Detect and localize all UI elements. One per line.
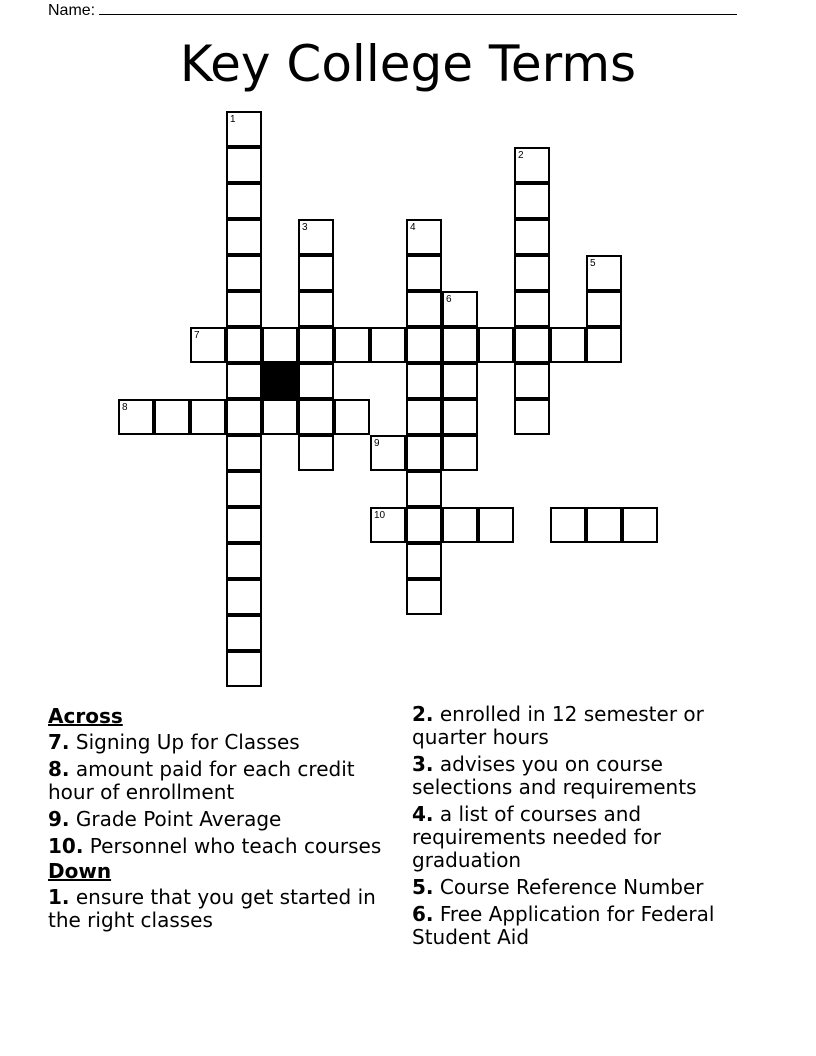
- grid-cell[interactable]: [442, 363, 478, 399]
- grid-cell[interactable]: [406, 543, 442, 579]
- grid-cell[interactable]: [298, 219, 334, 255]
- grid-cell[interactable]: [514, 147, 550, 183]
- grid-cell[interactable]: [406, 435, 442, 471]
- grid-cell[interactable]: [406, 291, 442, 327]
- grid-cell[interactable]: [406, 363, 442, 399]
- across-heading: Across: [48, 704, 123, 728]
- grid-cell[interactable]: [370, 327, 406, 363]
- grid-cell[interactable]: [226, 615, 262, 651]
- grid-cell[interactable]: [514, 291, 550, 327]
- grid-cell[interactable]: [226, 507, 262, 543]
- grid-cell[interactable]: [442, 435, 478, 471]
- grid-cell[interactable]: [226, 327, 262, 363]
- grid-cell[interactable]: [514, 183, 550, 219]
- clue-down-5: 5. Course Reference Number: [412, 875, 704, 899]
- grid-cell[interactable]: [550, 327, 586, 363]
- grid-cell[interactable]: [406, 255, 442, 291]
- grid-cell[interactable]: [514, 219, 550, 255]
- grid-cell[interactable]: [226, 471, 262, 507]
- clue-across-10: 10. Personnel who teach courses: [48, 834, 382, 858]
- grid-cell[interactable]: [226, 291, 262, 327]
- grid-cell[interactable]: [190, 399, 226, 435]
- grid-cell[interactable]: [226, 363, 262, 399]
- clue-number: 7: [194, 330, 200, 341]
- black-cell: [262, 363, 298, 399]
- grid-cell[interactable]: [262, 399, 298, 435]
- grid-cell[interactable]: [298, 255, 334, 291]
- grid-cell[interactable]: [262, 327, 298, 363]
- grid-cell[interactable]: [226, 219, 262, 255]
- grid-cell[interactable]: [586, 255, 622, 291]
- grid-cell[interactable]: [442, 291, 478, 327]
- grid-cell[interactable]: [298, 399, 334, 435]
- clue-down-4: 4. a list of courses and requirements needed for graduation: [412, 802, 662, 872]
- name-label: Name:: [48, 2, 96, 19]
- grid-cell[interactable]: [298, 435, 334, 471]
- grid-cell[interactable]: [226, 543, 262, 579]
- grid-cell[interactable]: [586, 507, 622, 543]
- grid-cell[interactable]: [586, 327, 622, 363]
- grid-cell[interactable]: [226, 255, 262, 291]
- grid-cell[interactable]: [154, 399, 190, 435]
- clue-down-2: 2. enrolled in 12 semester or quarter hours: [412, 702, 704, 749]
- clue-across-7: 7. Signing Up for Classes: [48, 730, 300, 754]
- clue-across-8: 8. amount paid for each credit hour of enrollment: [48, 757, 355, 804]
- grid-cell[interactable]: [370, 507, 406, 543]
- grid-cell[interactable]: [226, 111, 262, 147]
- grid-cell[interactable]: [226, 651, 262, 687]
- grid-cell[interactable]: [298, 291, 334, 327]
- grid-cell[interactable]: [298, 363, 334, 399]
- clue-number: 3: [302, 222, 308, 233]
- grid-cell[interactable]: [514, 363, 550, 399]
- grid-cell[interactable]: [406, 219, 442, 255]
- grid-cell[interactable]: [226, 147, 262, 183]
- grid-cell[interactable]: [586, 291, 622, 327]
- grid-cell[interactable]: [406, 327, 442, 363]
- clue-number: 9: [374, 438, 380, 449]
- grid-cell[interactable]: [406, 399, 442, 435]
- grid-cell[interactable]: [514, 327, 550, 363]
- grid-cell[interactable]: [190, 327, 226, 363]
- clue-number: 4: [410, 222, 416, 233]
- clue-down-3: 3. advises you on course selections and requirements: [412, 752, 697, 799]
- grid-cell[interactable]: [226, 579, 262, 615]
- grid-cell[interactable]: [298, 327, 334, 363]
- grid-cell[interactable]: [334, 327, 370, 363]
- grid-cell[interactable]: [334, 399, 370, 435]
- grid-cell[interactable]: [442, 507, 478, 543]
- grid-cell[interactable]: [406, 507, 442, 543]
- clue-down-6: 6. Free Application for Federal Student Aid: [412, 902, 715, 949]
- grid-cell[interactable]: [226, 435, 262, 471]
- clue-number: 1: [230, 114, 236, 125]
- grid-cell[interactable]: [370, 435, 406, 471]
- grid-cell[interactable]: [442, 327, 478, 363]
- grid-cell[interactable]: [226, 183, 262, 219]
- down-heading: Down: [48, 859, 112, 883]
- clue-number: 10: [374, 510, 386, 521]
- clue-down-1: 1. ensure that you get started in the right classes: [48, 885, 376, 932]
- clues-column-left: [48, 703, 398, 932]
- clue-number: 6: [446, 294, 452, 305]
- grid-cell[interactable]: [406, 579, 442, 615]
- grid-cell[interactable]: [442, 399, 478, 435]
- clue-number: 2: [518, 150, 524, 161]
- clue-number: 8: [122, 402, 128, 413]
- clue-across-9: 9. Grade Point Average: [48, 807, 282, 831]
- grid-cell[interactable]: [406, 471, 442, 507]
- grid-cell[interactable]: [118, 399, 154, 435]
- grid-cell[interactable]: [550, 507, 586, 543]
- grid-cell[interactable]: [622, 507, 658, 543]
- grid-cell[interactable]: [478, 507, 514, 543]
- grid-cell[interactable]: [514, 399, 550, 435]
- clues-column-right: [412, 703, 752, 949]
- grid-cell[interactable]: [226, 399, 262, 435]
- grid-cell[interactable]: [478, 327, 514, 363]
- clue-number: 5: [590, 258, 596, 269]
- grid-cell[interactable]: [514, 255, 550, 291]
- puzzle-title: Key College Terms: [179, 35, 637, 93]
